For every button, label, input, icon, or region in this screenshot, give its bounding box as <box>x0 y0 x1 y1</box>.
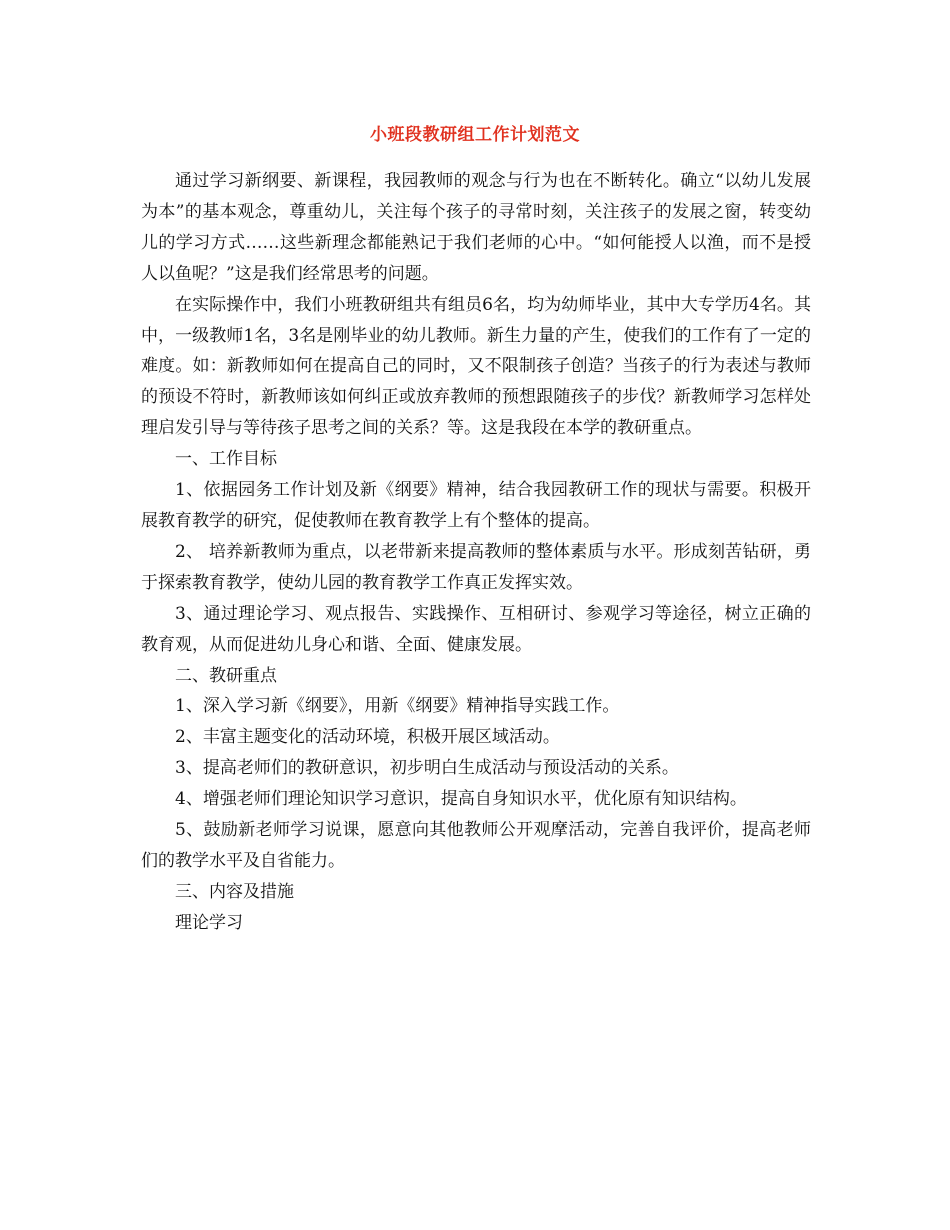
subheading-theory-study: 理论学习 <box>175 912 243 933</box>
section-heading-measures: 三、内容及措施 <box>175 881 294 902</box>
section-heading-focus: 二、教研重点 <box>175 665 277 686</box>
goal-item-1: 1、依据园务工作计划及新《纲要》精神，结合我园教研工作的现状与需要。积极开展教育教学的研究，促使教师在教育教学上有个整体的提高。 <box>141 480 811 531</box>
focus-item-1: 1、深入学习新《纲要》，用新《纲要》精神指导实践工作。 <box>175 696 620 717</box>
focus-item-2: 2、丰富主题变化的活动环境，积极开展区域活动。 <box>175 727 560 748</box>
document-title: 小班段教研组工作计划范文 <box>370 125 580 145</box>
intro-paragraph: 通过学习新纲要、新课程，我园教师的观念与行为也在不断转化。确立“以幼儿发展为本”的基本观念，尊重幼儿，关注每个孩子的寻常时刻，关注孩子的发展之窗，转变幼儿的学习方式……这些新理念都能熟记于我们老师的心中。“如何能授人以渔，而不是授人以鱼呢？”这是我们经常思考的问题。 <box>141 171 811 284</box>
focus-item-3: 3、提高老师们的教研意识，初步明白生成活动与预设活动的关系。 <box>175 758 679 779</box>
situation-paragraph: 在实际操作中，我们小班教研组共有组员6名，均为幼师毕业，其中大专学历4名。其中，一级教师1名，3名是刚毕业的幼儿教师。新生力量的产生，使我们的工作有了一定的难度。如：新教师如何在提高自己的同时，又不限制孩子创造？当孩子的行为表述与教师的预设不符时，新教师该如何纠正或放弃教师的预想跟随孩子的步伐？新教师学习怎样处理启发引导与等待孩子思考之间的关系？等。这是我段在本学的教研重点。 <box>141 294 811 439</box>
focus-item-4: 4、增强老师们理论知识学习意识，提高自身知识水平，优化原有知识结构。 <box>175 789 747 810</box>
section-heading-goals: 一、工作目标 <box>175 449 277 470</box>
focus-item-5: 5、鼓励新老师学习说课，愿意向其他教师公开观摩活动，完善自我评价，提高老师们的教学水平及自省能力。 <box>141 820 811 871</box>
document-body <box>141 166 811 939</box>
goal-item-2: 2、 培养新教师为重点，以老带新来提高教师的整体素质与水平。形成刻苦钻研，勇于探索教育教学，使幼儿园的教育教学工作真正发挥实效。 <box>141 541 811 593</box>
goal-item-3: 3、通过理论学习、观点报告、实践操作、互相研讨、参观学习等途径，树立正确的教育观，从而促进幼儿身心和谐、全面、健康发展。 <box>141 603 811 655</box>
